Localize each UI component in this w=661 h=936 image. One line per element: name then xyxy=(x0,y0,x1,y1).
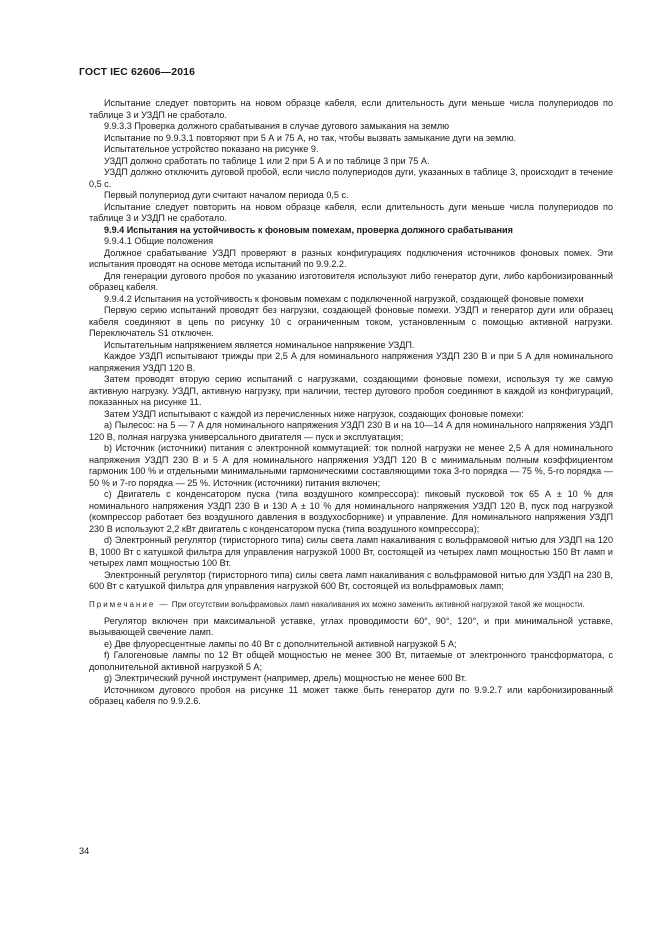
document-body xyxy=(89,98,613,708)
subsection-heading: 9.9.4.1 Общие положения xyxy=(104,236,214,246)
list-item: b) Источник (источники) питания с электронной коммутацией: ток полной нагрузки не менее 2,5 А для номинального напряжения УЗДП 230 В и 5 А для номинального напряжения УЗДП 120 В с минимальным полным коэффициентом гармоник 100 % и отдельными минимальными гармоническими составляющими тока 3-го порядка — 75 %, 5-го порядка — 50 % и 7-го порядка — 25 %. Источник (источники) питания включен; xyxy=(89,443,613,488)
paragraph: УЗДП должно отключить дуговой пробой, если число полупериодов дуги, указанных в таблице 3, происходит в течение 0,5 с. xyxy=(89,167,613,189)
section-heading: 9.9.4 Испытания на устойчивость к фоновым помехам, проверка должного срабатывания xyxy=(104,224,513,235)
subsection-heading: 9.9.3.3 Проверка должного срабатывания в случае дугового замыкания на землю xyxy=(104,121,450,131)
note xyxy=(89,600,613,610)
paragraph: Первую серию испытаний проводят без нагрузки, создающей фоновые помехи. УЗДП и генератор дуги или образец кабеля соединяют в цепь по рисунку 10 с ограниченным током, установленным с помощью активной нагрузки. Переключатель S1 отключен. xyxy=(89,305,613,338)
subsection-heading: 9.9.4.2 Испытания на устойчивость к фоновым помехам с подключенной нагрузкой, создающей фоновые помехи xyxy=(104,293,584,304)
paragraph: Каждое УЗДП испытывают трижды при 2,5 А для номинального напряжения УЗДП 230 В и при 5 А для номинального напряжения УЗДП 120 В. xyxy=(89,351,613,373)
note-label: Примечание — xyxy=(89,599,170,609)
paragraph: Первый полупериод дуги считают началом периода 0,5 с. xyxy=(104,190,349,200)
paragraph: Испытание следует повторить на новом образце кабеля, если длительность дуги меньше числа полупериодов по таблице 3 и УЗДП не сработало. xyxy=(89,98,613,120)
paragraph: УЗДП должно сработать по таблице 1 или 2 при 5 А и по таблице 3 при 75 А. xyxy=(104,155,430,166)
paragraph: Испытательным напряжением является номинальное напряжение УЗДП. xyxy=(104,339,415,350)
list-item: d) Электронный регулятор (тиристорного типа) силы света ламп накаливания с вольфрамовой нитью для УЗДП на 120 В, 1000 Вт с катушкой фильтра для управления нагрузкой 1000 Вт, состоящей из четырех ламп мощностью 150 Вт ламп и четырех ламп мощностью 100 Вт. xyxy=(89,535,613,568)
paragraph: Испытание по 9.9.3.1 повторяют при 5 А и 75 А, но так, чтобы вызвать замыкание дуги на землю. xyxy=(104,132,517,143)
paragraph: Источником дугового пробоя на рисунке 11 может также быть генератор дуги по 9.9.2.7 или карбонизированный образец кабеля по 9.9.2.6. xyxy=(89,684,613,707)
paragraph: Регулятор включен при максимальной уставке, углах проводимости 60°, 90°, 120°, и при минимальной уставке, вызывающей свечение ламп. xyxy=(89,615,613,638)
paragraph: Затем проводят вторую серию испытаний с нагрузками, создающими фоновые помехи, используя ту же самую активную нагрузку. УЗДП, активную нагрузку, при наличии, тестер дугового пробоя соединяют в каждой из конфигураций, показанных на рисунке 11. xyxy=(89,374,613,407)
document-header: ГОСТ IEC 62606—2016 xyxy=(79,66,196,78)
list-item: e) Две флуоресцентные лампы по 40 Вт с дополнительной активной нагрузкой 5 А; xyxy=(104,638,457,649)
page-number: 34 xyxy=(79,846,90,856)
list-item: g) Электрический ручной инструмент (например, дрель) мощностью не менее 600 Вт. xyxy=(104,673,467,684)
paragraph: Для генерации дугового пробоя по указанию изготовителя используют либо генератор дуги, либо карбонизированный образец кабеля. xyxy=(89,270,613,292)
paragraph: Должное срабатывание УЗДП проверяют в разных конфигурациях подключения источников фоновых помех. Эти испытания проводят на основе метода испытаний по 9.9.2.2. xyxy=(89,247,613,269)
paragraph: Испытательное устройство показано на рисунке 9. xyxy=(104,144,319,154)
paragraph: Затем УЗДП испытывают с каждой из перечисленных ниже нагрузок, создающих фоновые помехи: xyxy=(104,408,524,419)
list-item: c) Двигатель с конденсатором пуска (типа воздушного компрессора): пиковый пусковой ток 65 А ± 10 % для номинального напряжения УЗДП 230 В и 130 А ± 10 % для номинального напряжения УЗДП 120 В, пуск под нагрузкой (компрессор работает без воздушного давления в воздухосборнике) и управление. Для номинального напряжения УЗДП 230 В используют 2,2 кВт двигатель с конденсатором пуска (типа воздушного компрессора); xyxy=(89,489,613,534)
list-item: a) Пылесос: на 5 — 7 А для номинального напряжения УЗДП 230 В и на 10—14 А для номинального напряжения УЗДП 120 В, полная нагрузка универсального двигателя — пуск и эксплуатация; xyxy=(89,420,613,442)
note-text: При отсутствии вольфрамовых ламп накаливания их можно заменить активной нагрузкой такой же мощности. xyxy=(171,599,585,609)
paragraph: Испытание следует повторить на новом образце кабеля, если длительность дуги меньше числа полупериодов по таблице 3 и УЗДП не сработало. xyxy=(89,201,613,223)
list-item: f) Галогеновые лампы по 12 Вт общей мощностью не менее 300 Вт, питаемые от электронного трансформатора, с дополнительной активной нагрузкой 5 А; xyxy=(89,650,613,672)
paragraph: Электронный регулятор (тиристорного типа) силы света ламп накаливания с вольфрамовой нитью для УЗДП на 230 В, 600 Вт с катушкой фильтра для управления нагрузкой 600 Вт, состоящей из вольфрамовых ламп; xyxy=(89,569,613,591)
